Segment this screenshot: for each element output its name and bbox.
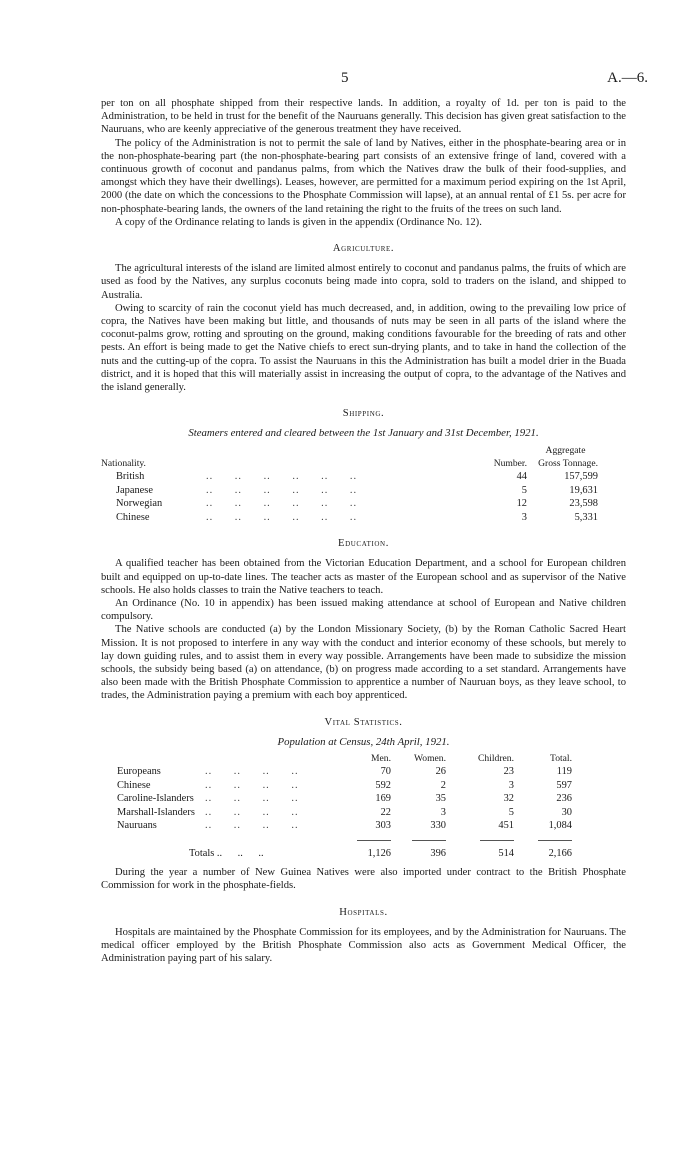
number-cell: 44 [516,471,527,483]
table-row [101,470,626,483]
education-paragraph: The Native schools are conducted (a) by the London Missionary Society, (b) by the Roman Catholic Sacred Heart Mission. It is not proposed to interfere in any way with the conduct and interior economy of these schools, but merely to lay down guiding rules, and to assist them in every way possible. Arrangements have been made to subsidize the mission schools, the subsidy being based (a) on attendance, (b) on progress made according to a set standard. Arrangements have also been made with the British Phosphate Commission to apprentice a number of Nauruan boys, as they leave school, to trades, the Administration paying a premium with each boy apprenticed. [101,624,626,702]
table-row [101,511,626,524]
col-women: Women. [414,752,446,764]
page-header [0,70,700,92]
shipping-heading: Shipping. [342,408,385,420]
hospitals-paragraph: Hospitals are maintained by the Phosphate Commission for its employees, and by the Administration for Nauruans. The medical officer employed by the British Phosphate Commission also acts as Government Medical Officer, the Administration paying part of his salary. [101,926,626,965]
leader-dots: .. .. .. .. [205,766,299,778]
intro-paragraph: per ton on all phosphate shipped from their respective lands. In addition, a royalty of 1d. per ton is paid to the Administration, to be held in trust for the benefit of the Nauruans generally. This decision has given great satisfaction to the Nauruans, who are keenly appreciative of the generous treatment they have received. [101,98,626,136]
table-row [101,497,626,510]
total-cell: 236 [556,793,572,805]
total-cell: 1,084 [548,819,572,831]
men-cell: 22 [380,806,391,818]
shipping-subtitle: Steamers entered and cleared between the 1st January and 31st December, 1921. [188,427,539,440]
group-cell: Caroline-Islanders [117,793,194,805]
agriculture-paragraph: Owing to scarcity of rain the coconut yield has much decreased, and, in addition, owing to the prevailing low price of copra, the Natives have been making but little, and thousands of nuts may be seen in all parts of the island where the coconut-palms grow, rotting and sprouting on the ground, making conditions favourable for the breeding of rats and other pests. An effort is being made to get the Native chiefs to erect sun-drying plants, and to take in hand the collection of the nuts and the cutting-up of the copra. To assist the Nauruans in this the Administration has built a model drier in the Buada district, and it is hoped that this will materially assist in increasing the output of copra, to the advantage of the Natives and the island generally. [101,302,626,394]
children-cell: 451 [498,819,514,831]
group-cell: Marshall-Islanders [117,806,195,818]
group-cell: Chinese [117,779,151,791]
totals-row [117,846,572,860]
population-table [117,752,572,860]
population-table-header [117,752,572,765]
women-cell: 330 [430,819,446,831]
education-paragraph: A qualified teacher has been obtained from the Victorian Education Department, and a school for European children built and equipped on up-to-date lines. The teacher acts as master of the European school and as supervisor of the Native schools. He also holds classes to train the Native teachers to teach. [101,558,626,596]
tonnage-cell: 19,631 [569,484,598,496]
nationality-cell: Chinese [116,511,150,523]
table-row [101,484,626,497]
leader-dots: .. .. .. .. [205,793,299,805]
col-children: Children. [478,752,514,764]
men-cell: 169 [375,793,391,805]
tonnage-cell: 157,599 [564,471,598,483]
table-row [117,806,572,819]
vital-statistics-subtitle: Population at Census, 24th April, 1921. [277,735,450,748]
agriculture-paragraph: The agricultural interests of the island are limited almost entirely to coconut and pandanus palms, the fruits of which are used as food by the Natives, any surplus coconuts being made into copra, sold to traders on the island, and shipped to Australia. [101,263,626,301]
leader-dots: .. .. .. .. .. .. [206,498,358,510]
leader-dots: .. .. .. .. .. .. [206,484,358,496]
education-paragraph: An Ordinance (No. 10 in appendix) has been issued making attendance at school of European and Native children compulsory. [101,597,626,623]
women-cell: 35 [435,793,446,805]
table-row [117,819,572,832]
nationality-cell: British [116,471,145,483]
col-total: Total. [550,752,572,764]
number-cell: 5 [521,484,527,496]
rule-line [391,832,446,845]
agriculture-heading: Agriculture. [332,243,395,255]
men-total: 1,126 [367,847,391,859]
children-cell: 23 [503,766,514,778]
leader-dots: .. .. .. .. .. .. [206,471,358,483]
col-number: Number. [493,458,527,470]
group-cell: Nauruans [117,819,157,831]
col-tonnage: Aggregate Gross Tonnage. [538,444,598,470]
col-nationality: Nationality. [101,458,146,470]
men-cell: 70 [380,766,391,778]
nationality-cell: Norwegian [116,498,163,510]
table-row [117,792,572,805]
totals-label: Totals .. .. .. [189,847,264,859]
col-men: Men. [371,752,391,764]
tonnage-cell: 23,598 [569,498,598,510]
shipping-table [101,444,626,524]
children-cell: 32 [503,793,514,805]
women-total: 396 [430,847,446,859]
total-cell: 597 [556,779,572,791]
education-heading: Education. [338,538,389,550]
men-cell: 592 [375,779,391,791]
number-cell: 3 [521,511,527,523]
page-content [101,97,626,965]
hospitals-heading: Hospitals. [339,906,388,918]
number-cell: 12 [516,498,527,510]
leader-dots: .. .. .. .. [205,819,299,831]
rule-line [446,832,514,845]
total-cell: 119 [556,766,572,778]
tonnage-cell: 5,331 [574,511,598,523]
children-total: 514 [498,847,514,859]
rule-row [117,832,572,845]
women-cell: 2 [440,779,446,791]
leader-dots: .. .. .. .. .. .. [206,511,358,523]
rule-line [345,832,391,845]
leader-dots: .. .. .. .. [205,806,299,818]
women-cell: 26 [435,766,446,778]
children-cell: 3 [508,779,514,791]
table-row [117,779,572,792]
leader-dots: .. .. .. .. [205,779,299,791]
women-cell: 3 [440,806,446,818]
table-row [117,765,572,778]
total-cell: 30 [561,806,572,818]
children-cell: 5 [508,806,514,818]
nationality-cell: Japanese [116,484,153,496]
vital-statistics-heading: Vital Statistics. [324,716,403,728]
shipping-table-header [101,444,626,471]
group-cell: Europeans [117,766,161,778]
vital-statistics-note: During the year a number of New Guinea Natives were also imported under contract to the British Phosphate Commission for work in the phosphate-fields. [101,867,626,892]
intro-paragraph: A copy of the Ordinance relating to lands is given in the appendix (Ordinance No. 12). [115,216,482,228]
document-reference: A.—6. [607,70,648,86]
rule-line [514,832,572,845]
intro-paragraph: The policy of the Administration is not to permit the sale of land by Natives, either in the phosphate-bearing area or in the non-phosphate-bearing part (the non-phosphate-bearing part consists of an extensive fringe of land, covered with a continuous growth of coconut and pandanus palms, from which the Natives draw the bulk of their food-supplies, and amongst which they have their dwellings). Leases, however, are permitted for a maximum period expiring on the 1st April, 2000 (the date on which the concessions to the Phosphate Commission will lapse), at an annual rental of £1 5s. per acre for non-phosphate-bearing lands, the owners of the land retaining the right to the fruits of the trees on such land. [101,137,626,215]
page-number: 5 [341,70,349,86]
men-cell: 303 [375,819,391,831]
grand-total: 2,166 [548,847,572,859]
